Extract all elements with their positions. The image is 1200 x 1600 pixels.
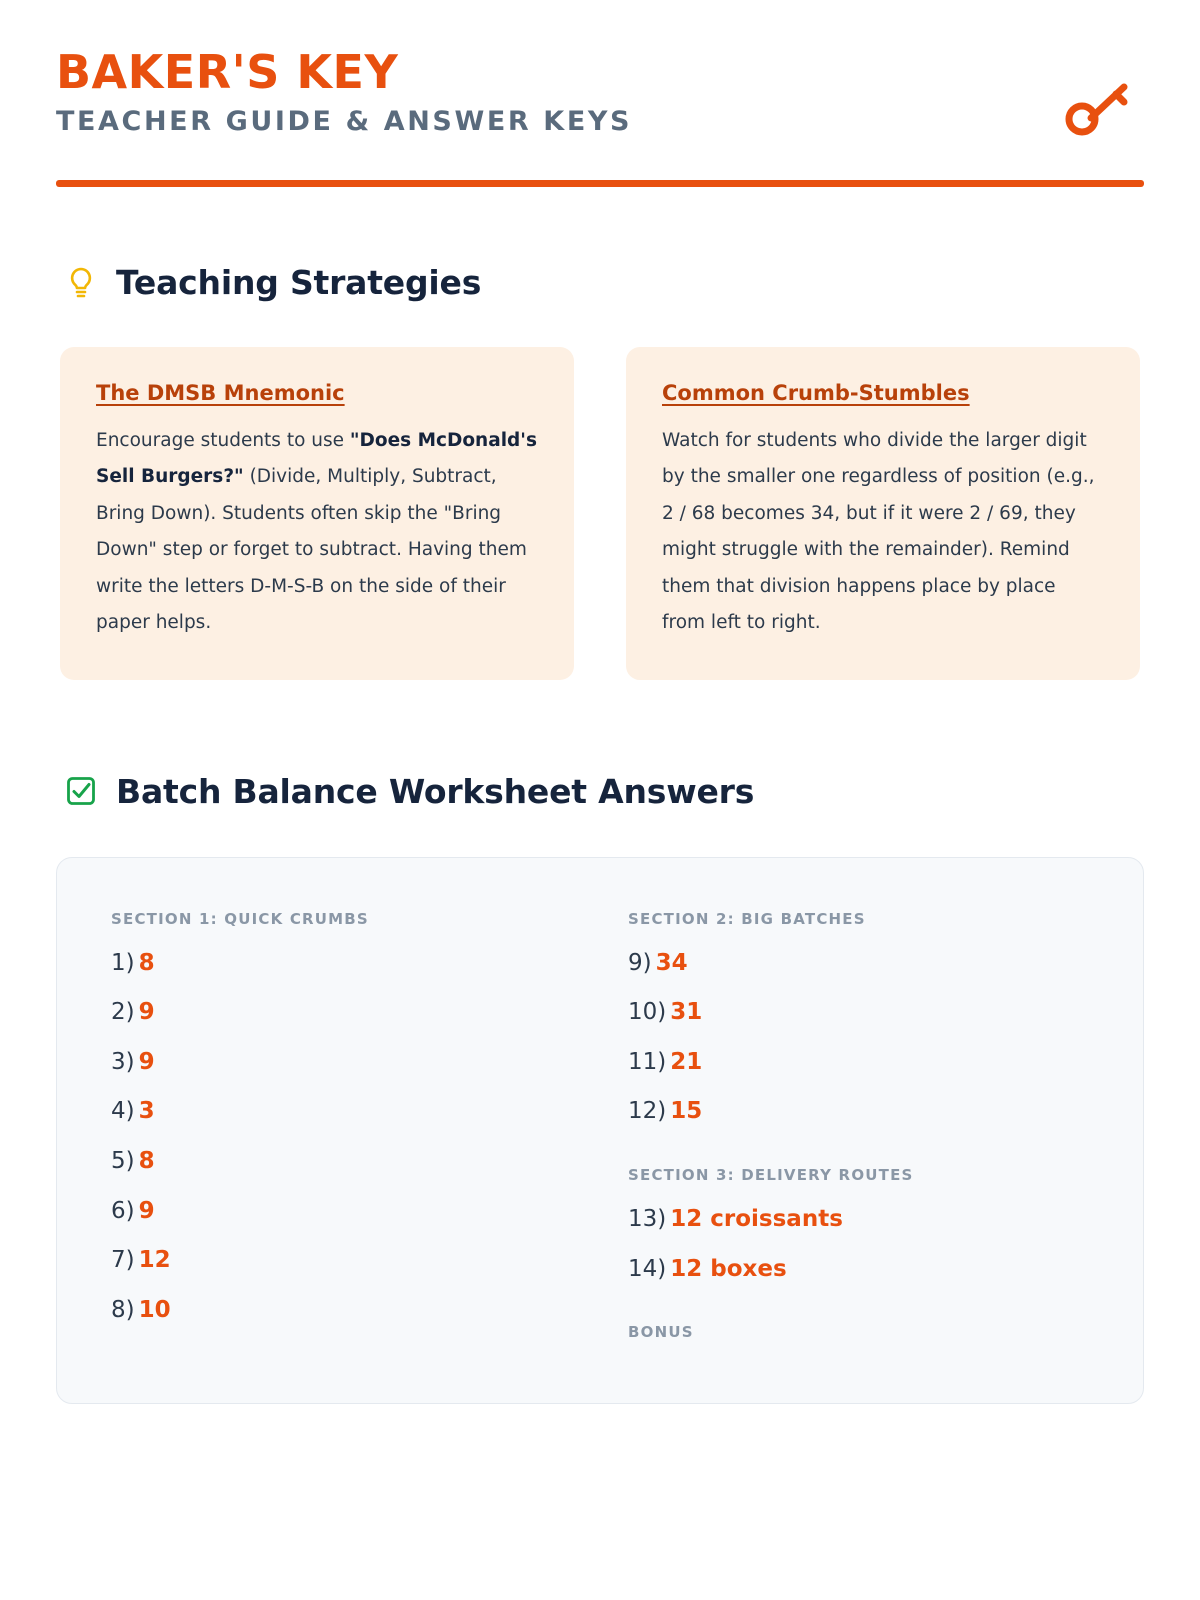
page-subtitle: TEACHER GUIDE & ANSWER KEYS bbox=[56, 106, 633, 138]
lightbulb-icon bbox=[64, 264, 98, 302]
list-item bbox=[111, 999, 572, 1027]
card-body-post: (Divide, Multiply, Subtract, Bring Down). Students often skip the "Bring Down" step or forget to subtract. Having them write the letters D-M-S-B on the side of their paper helps. bbox=[96, 466, 527, 634]
answer-number: 13) bbox=[628, 1206, 667, 1232]
card-body-pre: Encourage students to use bbox=[96, 430, 350, 451]
card-body-bold: "Does McDonald's Sell Burgers?" bbox=[96, 430, 537, 488]
answers-panel bbox=[56, 857, 1144, 1405]
answer-number: 4) bbox=[111, 1098, 135, 1125]
list-item bbox=[628, 999, 1089, 1027]
header-divider bbox=[56, 180, 1144, 187]
answer-value: 9 bbox=[138, 1197, 155, 1224]
strategy-card bbox=[626, 347, 1140, 680]
answer-value: 12 boxes bbox=[670, 1255, 787, 1282]
list-item bbox=[628, 950, 1089, 978]
strategy-card-body bbox=[96, 423, 538, 642]
list-item bbox=[111, 1148, 572, 1176]
answer-value: 21 bbox=[670, 1048, 703, 1075]
answer-number: 14) bbox=[628, 1255, 667, 1282]
check-square-icon bbox=[64, 772, 98, 810]
section-1-label: SECTION 1: QUICK CRUMBS bbox=[111, 909, 369, 928]
answer-number: 10) bbox=[628, 999, 667, 1026]
answers-column-right bbox=[628, 910, 1089, 1364]
answer-number: 8) bbox=[111, 1296, 135, 1323]
answer-value: 34 bbox=[655, 949, 688, 976]
list-item bbox=[628, 1206, 1089, 1234]
answer-value: 12 bbox=[138, 1247, 171, 1274]
answer-value: 8 bbox=[138, 1148, 155, 1174]
strategy-cards bbox=[56, 347, 1144, 680]
key-icon bbox=[1064, 82, 1130, 142]
answers-column-left bbox=[111, 910, 572, 1364]
answers-heading bbox=[56, 772, 1144, 811]
brand-block bbox=[56, 45, 633, 138]
answer-value: 15 bbox=[670, 1098, 703, 1125]
answer-number: 3) bbox=[111, 1048, 135, 1075]
list-item bbox=[628, 1098, 1089, 1126]
answer-value: 10 bbox=[138, 1296, 171, 1323]
answer-number: 6) bbox=[111, 1197, 135, 1224]
section-2-list bbox=[628, 950, 1089, 1126]
answer-value: 8 bbox=[138, 949, 155, 976]
bonus-label: BONUS bbox=[628, 1323, 694, 1342]
answer-value: 9 bbox=[138, 999, 155, 1026]
list-item bbox=[111, 1049, 572, 1077]
section-3-label: SECTION 3: DELIVERY ROUTES bbox=[628, 1166, 914, 1184]
answer-number: 5) bbox=[111, 1148, 135, 1174]
list-item bbox=[628, 1049, 1089, 1077]
answer-number: 9) bbox=[628, 949, 652, 976]
section-1-list bbox=[111, 950, 572, 1325]
answer-number: 11) bbox=[628, 1048, 667, 1075]
answer-value: 31 bbox=[670, 999, 703, 1026]
answer-value: 12 croissants bbox=[670, 1206, 843, 1232]
answer-value: 3 bbox=[138, 1098, 155, 1125]
list-item bbox=[628, 1256, 1089, 1284]
section-title: Batch Balance Worksheet Answers bbox=[116, 771, 755, 811]
list-item bbox=[111, 1098, 572, 1126]
list-item bbox=[111, 950, 572, 978]
list-item bbox=[111, 1247, 572, 1275]
answer-number: 1) bbox=[111, 949, 135, 976]
card-body-pre: Watch for students who divide the larger digit by the smaller one regardless of position (e.g., 2 / 68 becomes 34, but if it were 2 / 69, they might struggle with the remainder). Remind them that division happens place by place from left to right. bbox=[662, 430, 1095, 634]
list-item bbox=[111, 1297, 572, 1325]
strategy-card-title: Common Crumb-Stumbles bbox=[662, 381, 970, 405]
answer-number: 12) bbox=[628, 1098, 667, 1125]
section-3-list bbox=[628, 1206, 1089, 1283]
strategy-card bbox=[60, 347, 574, 680]
strategy-card-title: The DMSB Mnemonic bbox=[96, 381, 345, 405]
section-2-label: SECTION 2: BIG BATCHES bbox=[628, 909, 866, 928]
page-title: BAKER'S KEY bbox=[56, 45, 399, 99]
answer-number: 7) bbox=[111, 1247, 135, 1274]
teaching-strategies-heading bbox=[56, 263, 1144, 302]
answer-value: 9 bbox=[138, 1048, 155, 1075]
list-item bbox=[111, 1198, 572, 1226]
answer-number: 2) bbox=[111, 999, 135, 1026]
strategy-card-body bbox=[662, 423, 1104, 642]
section-title: Teaching Strategies bbox=[116, 263, 482, 302]
page-header bbox=[56, 0, 1144, 187]
